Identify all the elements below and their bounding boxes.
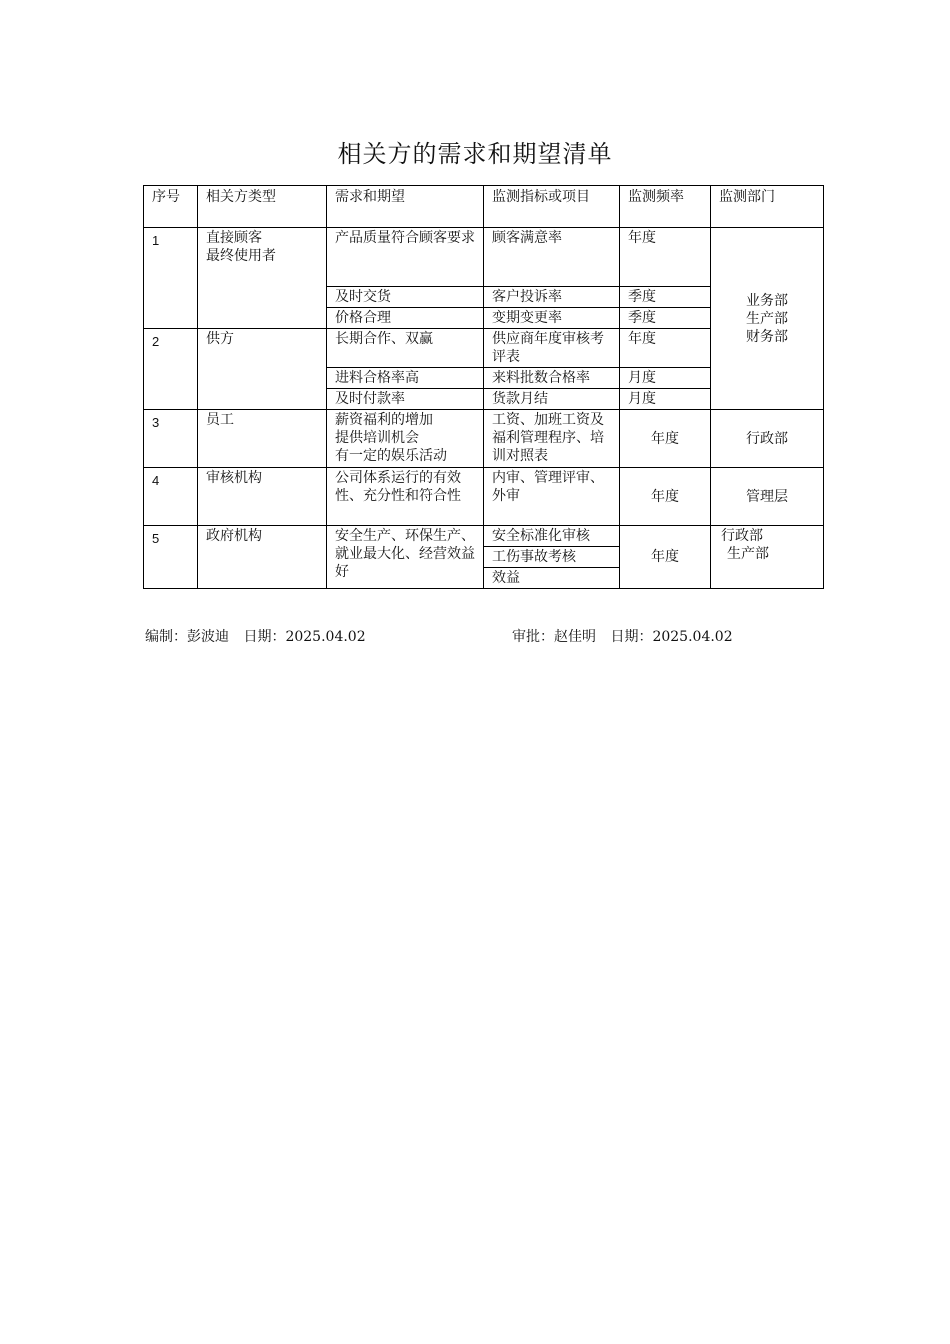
need-cell: 及时交货 — [327, 287, 484, 308]
stakeholder-type: 审核机构 — [198, 468, 327, 526]
row-number: 1 — [144, 228, 198, 329]
need-cell: 公司体系运行的有效性、充分性和符合性 — [327, 468, 484, 526]
type-line: 最终使用者 — [206, 248, 276, 264]
header-no: 序号 — [144, 186, 198, 228]
header-type: 相关方类型 — [198, 186, 327, 228]
need-line: 提供培训机会 — [335, 430, 419, 446]
department-line: 行政部 — [721, 528, 763, 544]
metric-cell: 供应商年度审核考评表 — [484, 329, 620, 368]
frequency-cell: 月度 — [620, 368, 711, 389]
row-number: 5 — [144, 526, 198, 589]
approved-date: 日期：2025.04.02 — [610, 629, 733, 645]
department-cell: 管理层 — [711, 468, 824, 526]
metric-cell — [484, 526, 620, 589]
need-cell: 产品质量符合顾客要求 — [327, 228, 484, 287]
metric-cell: 来料批数合格率 — [484, 368, 620, 389]
table-header-row — [144, 186, 824, 228]
type-line: 直接顾客 — [206, 230, 262, 246]
frequency-cell: 年度 — [620, 468, 711, 526]
need-cell: 及时付款率 — [327, 389, 484, 410]
prepared-by: 编制：彭波迪 — [145, 629, 229, 645]
metric-cell: 顾客满意率 — [484, 228, 620, 287]
metric-sub-item: 工伤事故考核 — [484, 547, 619, 568]
need-cell: 长期合作、双赢 — [327, 329, 484, 368]
need-cell: 进料合格率高 — [327, 368, 484, 389]
need-line: 有一定的娱乐活动 — [335, 448, 447, 464]
need-cell — [327, 410, 484, 468]
department-line: 生产部 — [746, 310, 788, 327]
metric-cell: 工资、加班工资及福利管理程序、培训对照表 — [484, 410, 620, 468]
department-line: 生产部 — [727, 546, 769, 562]
metric-sub-item: 效益 — [492, 570, 520, 586]
frequency-cell: 季度 — [620, 287, 711, 308]
table-row — [144, 410, 824, 468]
row-number: 2 — [144, 329, 198, 410]
frequency-cell: 季度 — [620, 308, 711, 329]
stakeholder-type: 供方 — [198, 329, 327, 410]
stakeholder-table — [143, 185, 824, 589]
approved-by: 审批：赵佳明 — [512, 629, 596, 645]
table-row — [144, 468, 824, 526]
table-row — [144, 228, 824, 287]
frequency-cell: 年度 — [620, 228, 711, 287]
metric-cell: 客户投诉率 — [484, 287, 620, 308]
page-title: 相关方的需求和期望清单 — [337, 140, 613, 168]
header-metric: 监测指标或项目 — [484, 186, 620, 228]
frequency-cell: 年度 — [620, 329, 711, 368]
frequency-cell: 月度 — [620, 389, 711, 410]
need-line: 薪资福利的增加 — [335, 412, 433, 428]
row-number: 3 — [144, 410, 198, 468]
metric-cell: 货款月结 — [484, 389, 620, 410]
metric-cell: 内审、管理评审、外审 — [484, 468, 620, 526]
frequency-cell: 年度 — [620, 410, 711, 468]
department-cell: 行政部 — [711, 410, 824, 468]
need-cell: 价格合理 — [327, 308, 484, 329]
header-frequency: 监测频率 — [620, 186, 711, 228]
approved-by-line — [512, 626, 733, 646]
stakeholder-type: 员工 — [198, 410, 327, 468]
metric-sub-item: 安全标准化审核 — [484, 526, 619, 547]
department-line: 财务部 — [746, 328, 788, 345]
row-number: 4 — [144, 468, 198, 526]
department-line: 业务部 — [746, 292, 788, 309]
header-department: 监测部门 — [711, 186, 824, 228]
prepared-date: 日期：2025.04.02 — [243, 629, 366, 645]
merged-department-cell — [711, 228, 824, 410]
department-cell — [711, 526, 824, 589]
prepared-by-line — [145, 626, 366, 646]
table-row — [144, 526, 824, 589]
frequency-cell: 年度 — [620, 526, 711, 589]
metric-cell: 变期变更率 — [484, 308, 620, 329]
header-need: 需求和期望 — [327, 186, 484, 228]
stakeholder-type — [198, 228, 327, 329]
stakeholder-type: 政府机构 — [198, 526, 327, 589]
need-cell: 安全生产、环保生产、就业最大化、经营效益好 — [327, 526, 484, 589]
